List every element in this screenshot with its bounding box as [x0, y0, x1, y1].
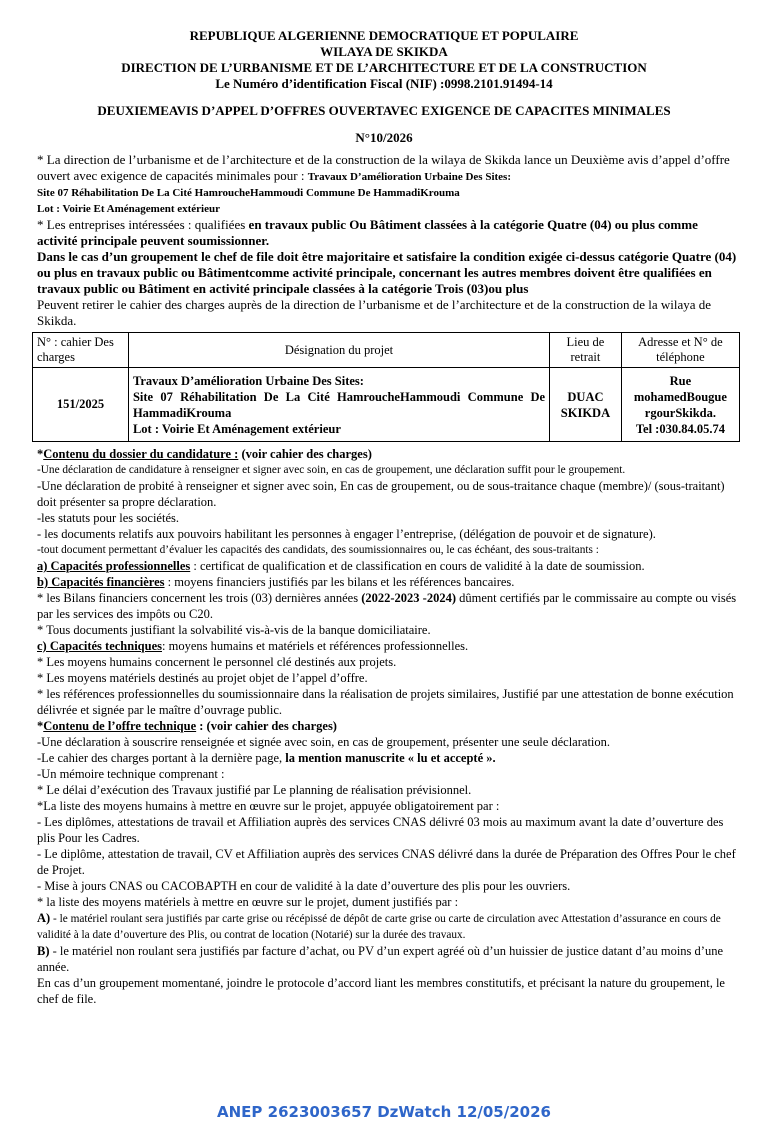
cap-tech-title: c) Capacités techniques — [37, 639, 162, 653]
table-cell-num: 151/2025 — [33, 368, 129, 442]
offre-item-4: * Le délai d’exécution des Travaux justifié par Le planning de réalisation prévisionnel. — [37, 783, 472, 797]
offre-item-1: -Une déclaration à souscrire renseignée et signée avec soin, en cas de groupement, présenter une seule déclaration. — [37, 735, 611, 749]
anep-reference: ANEP 2623003657 DzWatch 12/05/2026 — [217, 1103, 551, 1121]
tech-item-1: * Les moyens humains concernent le personnel clé destinés aux projets. — [37, 655, 397, 669]
solvabilite: * Tous documents justifiant la solvabilité vis-à-vis de la banque domiciliataire. — [37, 623, 431, 637]
intro-text-4a: * Les entreprises intéressées : qualifiées — [37, 217, 249, 232]
lieu-line-2: SKIKDA — [560, 405, 611, 420]
materiel-roulant-text: - le matériel roulant sera justifiés par carte grise ou récépissé de dépôt de carte grise ou carte de circulation avec Attestation d’assurance en cours de validité à la date d’ouverture des Plis, ou contrat de location (Notarié) sur la durée des travaux. — [37, 913, 721, 941]
dossier-item-3: -les statuts pour les sociétés. — [37, 511, 179, 525]
header-republic: REPUBLIQUE ALGERIENNE DEMOCRATIQUE ET POPULAIRE — [189, 28, 579, 43]
header-direction: DIRECTION DE L’URBANISME ET DE L’ARCHITECTURE ET DE LA CONSTRUCTION — [121, 60, 647, 75]
lieu-line-1: DUAC — [567, 389, 604, 404]
cap-fin-title: b) Capacités financières — [37, 575, 165, 589]
intro-text-1a: * La direction de l’urbanisme et de l’architecture et de la construction de la wilaya de Skikda lance un Deuxième avis d’appel d’offre ouvert avec exigence de capacités minimales pour : — [37, 152, 730, 183]
materiel-non-roulant — [37, 943, 737, 975]
intro-paragraph-4 — [37, 217, 737, 249]
header-wilaya: WILAYA DE SKIKDA — [320, 44, 448, 59]
designation-line-3: Lot : Voirie Et Aménagement extérieur — [132, 421, 341, 436]
capacites-professionnelles — [37, 558, 737, 574]
section-offre-title — [37, 718, 737, 734]
star-marker: * — [37, 719, 44, 733]
intro-lot: Lot : Voirie Et Aménagement extérieur — [37, 203, 220, 215]
header — [0, 28, 768, 92]
label-b: B) — [37, 944, 50, 958]
intro-text-4b: en travaux public Ou Bâtiment classées à la catégorie Quatre (04) ou plus comme activité principale peuvent soumissionner. — [37, 217, 698, 248]
tech-item-2: * Les moyens matériels destinés au projet objet de l’appel d’offre. — [37, 671, 368, 685]
table-cell-adresse — [621, 368, 739, 442]
cap-pro-title: a) Capacités professionnelles — [37, 559, 191, 573]
table-cell-designation — [128, 368, 549, 442]
offre-item-5: *La liste des moyens humains à mettre en œuvre sur le projet, appuyée obligatoirement par : — [37, 799, 500, 813]
table-row — [33, 368, 740, 442]
materiel-non-roulant-text: - le matériel non roulant sera justifiés par facture d’achat, ou PV d’un expert agréé où d’un huissier de justice datant d’au moins d’une année. — [37, 944, 724, 974]
materiel-roulant — [37, 910, 737, 943]
intro-groupement: Dans le cas d’un groupement le chef de file doit être majoritaire et satisfaire la condition exigée ci-dessus catégorie Quatre (04) ou plus en travaux public ou Bâtimentcomme activité principale, concernant les autres membres doivent être qualifiées en travaux public ou Bâtiment en activité principale classées à la catégorie Trois (03)ou plus — [37, 249, 737, 296]
projects-table — [32, 332, 740, 442]
offre-item-3: -Un mémoire technique comprenant : — [37, 767, 225, 781]
header-nif: Le Numéro d’identification Fiscal (NIF) :0998.2101.91494-14 — [215, 76, 553, 91]
bilans-text-c: dûment certifiés par le commissaire au compte ou visés par les services des impôts ou C20. — [37, 591, 737, 621]
table-header-lieu: Lieu de retrait — [550, 333, 622, 368]
cap-pro-text: : certificat de qualification et de classification en cours de validité à la date de soumission. — [190, 559, 645, 573]
intro-text-1b: Travaux D’amélioration Urbaine Des Sites: — [307, 171, 511, 183]
table-header-row — [33, 333, 740, 368]
offre-item-2 — [37, 750, 737, 766]
offre-item-9: * la liste des moyens matériels à mettre en œuvre sur le projet, dument justifiés par : — [37, 895, 459, 909]
adresse-phone: Tel :030.84.05.74 — [635, 421, 725, 436]
dossier-item-2: -Une déclaration de probité à renseigner et signer avec soin, En cas de groupement, ou de sous-traitance chaque (membre)/ (sous-traitant) doit présenter sa propre déclaration. — [37, 479, 725, 509]
adresse-line-1: Rue mohamedBougue rgourSkikda. — [633, 373, 727, 420]
intro-paragraph-1 — [37, 152, 737, 185]
tech-item-3: * les références professionnelles du soumissionnaire dans la réalisation de projets similaires, Justifié par une attestation de bonne exécution délivrée et signée par le maître d’ouvrage public. — [37, 687, 734, 717]
body — [37, 446, 737, 1007]
cap-fin-text: : moyens financiers justifiés par les bilans et les références bancaires. — [164, 575, 515, 589]
dossier-item-1: -Une déclaration de candidature à renseigner et signer avec soin, en cas de groupement, une déclaration suffit pour le groupement. — [37, 464, 626, 476]
designation-line-1: Travaux D’amélioration Urbaine Des Sites: — [132, 373, 364, 388]
intro-retrait: Peuvent retirer le cahier des charges auprès de la direction de l’urbanisme et de l’architecture et de la construction de la wilaya de Skikda. — [37, 297, 712, 328]
capacites-financieres — [37, 574, 737, 590]
table-cell-lieu — [550, 368, 622, 442]
offre-item-7: - Le diplôme, attestation de travail, CV et Affiliation auprès des services CNAS délivré dans la durée de Préparation des Offres Pour le chef de Projet. — [37, 847, 736, 877]
star-marker: * — [37, 447, 44, 461]
mention-manuscrite: la mention manuscrite « lu et accepté ». — [285, 751, 496, 765]
groupement-note: En cas d’un groupement momentané, joindre le protocole d’accord liant les membres constitutifs, et précisant la nature du groupement, le chef de file. — [37, 976, 725, 1006]
cap-tech-text: : moyens humains et matériels et références professionnelles. — [162, 639, 469, 653]
table-header-num: N° : cahier Des charges — [33, 333, 129, 368]
offre-item-6: - Les diplômes, attestations de travail et Affiliation auprès des services CNAS délivré 03 mois au maximum avant la date d’ouverture des plis Pour les Cadres. — [37, 815, 724, 845]
intro — [37, 152, 737, 329]
offre-item-2a: -Le cahier des charges portant à la dernière page, — [37, 751, 286, 765]
dossier-title-suffix: (voir cahier des charges) — [238, 447, 372, 461]
avis-number: N°10/2026 — [355, 130, 413, 145]
avis-title: DEUXIEMEAVIS D’APPEL D’OFFRES OUVERTAVEC EXIGENCE DE CAPACITES MINIMALES — [97, 103, 671, 118]
section-dossier-title — [37, 446, 737, 462]
dossier-title-text: Contenu du dossier du candidature : — [43, 447, 239, 461]
table-header-adresse: Adresse et N° de téléphone — [621, 333, 739, 368]
bilans-text-a: * les Bilans financiers concernent les trois (03) dernières années — [37, 591, 362, 605]
offre-title-suffix: : (voir cahier des charges) — [196, 719, 337, 733]
intro-site: Site 07 Réhabilitation De La Cité HamroucheHammoudi Commune De HammadiKrouma — [37, 187, 460, 199]
dossier-item-4: - les documents relatifs aux pouvoirs habilitant les personnes à engager l’entreprise, (délégation de pouvoir et de signature). — [37, 527, 656, 541]
capacites-techniques — [37, 638, 737, 654]
table-header-designation: Désignation du projet — [128, 333, 549, 368]
designation-line-2: Site 07 Réhabilitation De La Cité HamroucheHammoudi Commune De HammadiKrouma — [132, 389, 546, 420]
offre-item-8: - Mise à jours CNAS ou CACOBAPTH en cour de validité à la date d’ouverture des plis pour les ouvriers. — [37, 879, 571, 893]
dossier-item-5: -tout document permettant d’évaluer les capacités des candidats, des soumissionnaires ou, le cas échéant, des sous-traitants : — [37, 544, 599, 556]
bilans-financiers — [37, 590, 737, 622]
label-a: A) — [37, 911, 51, 925]
offre-title-text: Contenu de l’offre technique — [43, 719, 197, 733]
bilans-years: (2022-2023 -2024) — [361, 591, 456, 605]
